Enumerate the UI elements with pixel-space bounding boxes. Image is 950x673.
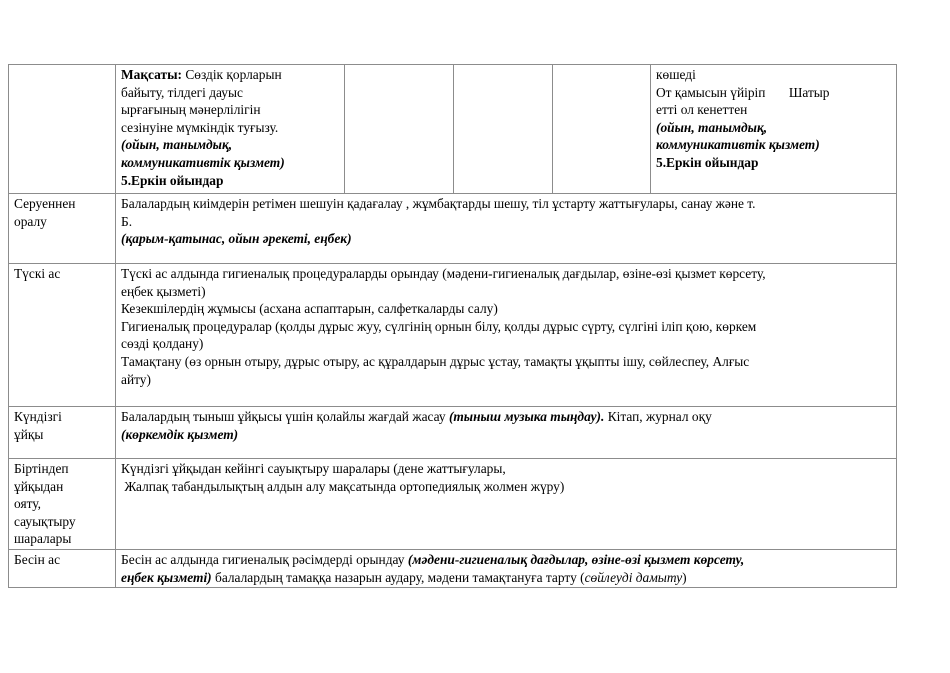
row-content: Түскі ас алдында гигиеналық процедураларды орындау (мәдени-гигиеналық дағдылар, өзіне-өзі қызмет көрсету, еңбек қызметі) Кезекшілердің жұмысы (асхана аспаптарын, салфеткаларды салу) Гигиеналық процедуралар (қолды дұрыс жуу, сүлгінің орнын білу, қолды дұрыс сүрту, сүлгіні іліп қою, көркем сөзді қолдану) Тамақтану (өз орнын отыру, дұрыс отыру, ас құралдарын дұрыс ұстау, тамақты ұқыпты ішу, сөйлеспеу, Алғыс айту) [116, 264, 897, 407]
goal-line: байыту, тілдегі дауыс [121, 84, 243, 100]
activity-type: коммуникативтік қызмет) [121, 154, 285, 170]
table-row [9, 194, 897, 264]
empty-cell [454, 65, 553, 194]
row-label: Бесін ас [9, 549, 116, 587]
empty-cell [345, 65, 454, 194]
row-label: Түскі ас [9, 264, 116, 407]
activity-type: (қарым-қатынас, ойын әрекеті, еңбек) [121, 231, 352, 247]
activity-type: (көркемдік қызмет) [121, 426, 239, 442]
row-content: Бесін ас алдында гигиеналық рәсімдерді орындау (мәдени-гигиеналық дағдылар, өзіне-өзі қызмет көрсету, еңбек қызметі) балалардың тамаққа назарын аудару, мәдени тамақтануға тарту (сөйлеуді дамыту) [116, 549, 897, 587]
table-row [9, 264, 897, 407]
row-content: Балалардың киімдерін ретімен шешуін қадағалау , жұмбақтарды шешу, тіл ұстарту жаттығулары, санау және т. Б. (қарым-қатынас, ойын әрекеті, еңбек) [116, 194, 897, 264]
activity-type: (ойын, танымдық, [656, 119, 768, 135]
goal-text: Сөздік қорларын [182, 67, 282, 82]
row-content: Балалардың тыныш ұйқысы үшін қолайлы жағдай жасау (тыныш музыка тыңдау). Кітап, журнал оқу (көркемдік қызмет) [116, 407, 897, 459]
row-content: Күндізгі ұйқыдан кейінгі сауықтыру шаралары (дене жаттығулары, Жалпақ табандылықтың алдын алу мақсатында ортопедиялық жолмен жүру) [116, 459, 897, 550]
goal-cell [116, 65, 345, 194]
activity-type: (ойын, танымдық, [121, 137, 233, 153]
free-games-heading: 5.Еркін ойындар [656, 154, 759, 170]
poem-cell [651, 65, 897, 194]
goal-line: сезінуіне мүмкіндік туғызу. [121, 119, 279, 135]
row-label: Біртіндеп ұйқыдан ояту, сауықтыру шаралары [9, 459, 116, 550]
free-games-heading: 5.Еркін ойындар [121, 172, 224, 188]
row-label: Күндізгі ұйқы [9, 407, 116, 459]
poem-line: етті ол кенеттен [656, 102, 748, 118]
row-label: Серуеннен оралу [9, 194, 116, 264]
goal-line: ырғағының мәнерлілігін [121, 102, 261, 118]
table-row [9, 459, 897, 550]
table-row [9, 407, 897, 459]
table-row [9, 65, 897, 194]
row-label-empty [9, 65, 116, 194]
empty-cell [553, 65, 651, 194]
activity-type: коммуникативтік қызмет) [656, 137, 820, 153]
goal-label: Мақсаты: [121, 67, 182, 82]
poem-line: От қамысын үйіріп Шатыр [656, 84, 830, 100]
poem-line: көшеді [656, 67, 696, 82]
schedule-table [8, 64, 897, 588]
table-row [9, 549, 897, 587]
